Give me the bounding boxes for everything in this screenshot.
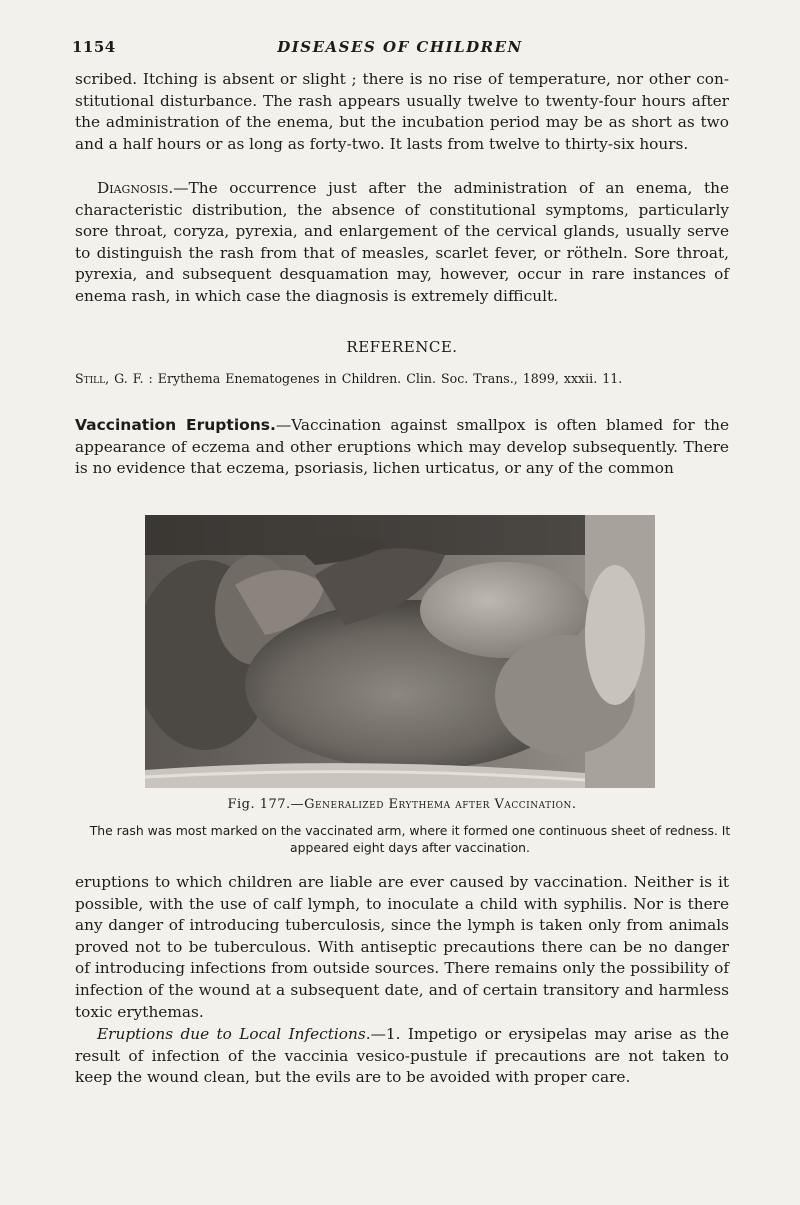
vaccination-text: —Vaccination against smallpox is often blamed for the appearance of eczema and other eruptions which may develop subsequently. There is no evidence that eczema, psoriasis, lichen urticatus, or any of the common (75, 416, 729, 478)
figure-title: —Generalized Erythema after Vaccination. (290, 797, 577, 812)
diagnosis-text: —The occurrence just after the administration of an enema, the characteristic distribution, the absence of constitutional symptoms, particularly sore throat, coryza, pyrexia, and enlargement of the cervical glands, usually serve to distinguish the rash from that of measles, scarlet fever, or rötheln. Sore throat, pyrexia, and subsequent desquamation may, however, occur in rare instances of enema rash, in which case the diagnosis is extremely difficult. (75, 179, 729, 305)
running-title: DISEASES OF CHILDREN (277, 38, 523, 56)
figure-caption-title (75, 797, 729, 812)
figure-photograph (145, 515, 655, 788)
paragraph-diagnosis (75, 178, 729, 308)
local-infections-heading: Eruptions due to Local Infections. (97, 1025, 371, 1043)
reference-heading: REFERENCE. (346, 338, 458, 356)
infant-photograph-illustration (145, 515, 655, 788)
figure-number: Fig. 177. (227, 797, 291, 812)
page-header (72, 38, 728, 62)
paragraph-vaccination (75, 415, 729, 480)
local-infections-text: —1. Impetigo or erysipelas may arise as the result of infection of the vaccinia vesico-pustule if precautions are not taken to keep the wound clean, but the evils are to be avoided with proper care. (75, 1025, 729, 1087)
paragraph-symptoms: scribed. Itching is absent or slight ; there is no rise of temperature, nor other con-stitutional disturbance. The rash appears usually twelve to twenty-four hours after the administration of the enema, but the incubation period may be as short as two and a half hours or as long as forty-two. It lasts from twelve to thirty-six hours. (75, 70, 729, 153)
page-number: 1154 (72, 38, 116, 56)
paragraph-vaccination-continued: eruptions to which children are liable are ever caused by vaccination. Neither is it possible, with the use of calf lymph, to inoculate a child with syphilis. Nor is there any danger of introducing tuberculosis, since the lymph is taken only from animals proved not to be tuberculous. With antiseptic precautions there can be no danger of introducing infections from outside sources. There remains only the possibility of infection of the wound at a subsequent date, and of certain transitory and harmless toxic erythemas. (75, 873, 729, 1021)
reference-entry (75, 371, 729, 386)
diagnosis-label: Diagnosis. (97, 179, 174, 197)
paragraph-local-infections (75, 1024, 729, 1089)
reference-author: Still, G. F. (75, 371, 144, 386)
vaccination-heading: Vaccination Eruptions. (75, 416, 276, 434)
figure-caption: The rash was most marked on the vaccinated arm, where it formed one continuous sheet of redness. It appeared eight days after vaccination. (89, 823, 731, 855)
reference-text: : Erythema Enematogenes in Children. Clin. Soc. Trans., 1899, xxxii. 11. (143, 371, 623, 386)
